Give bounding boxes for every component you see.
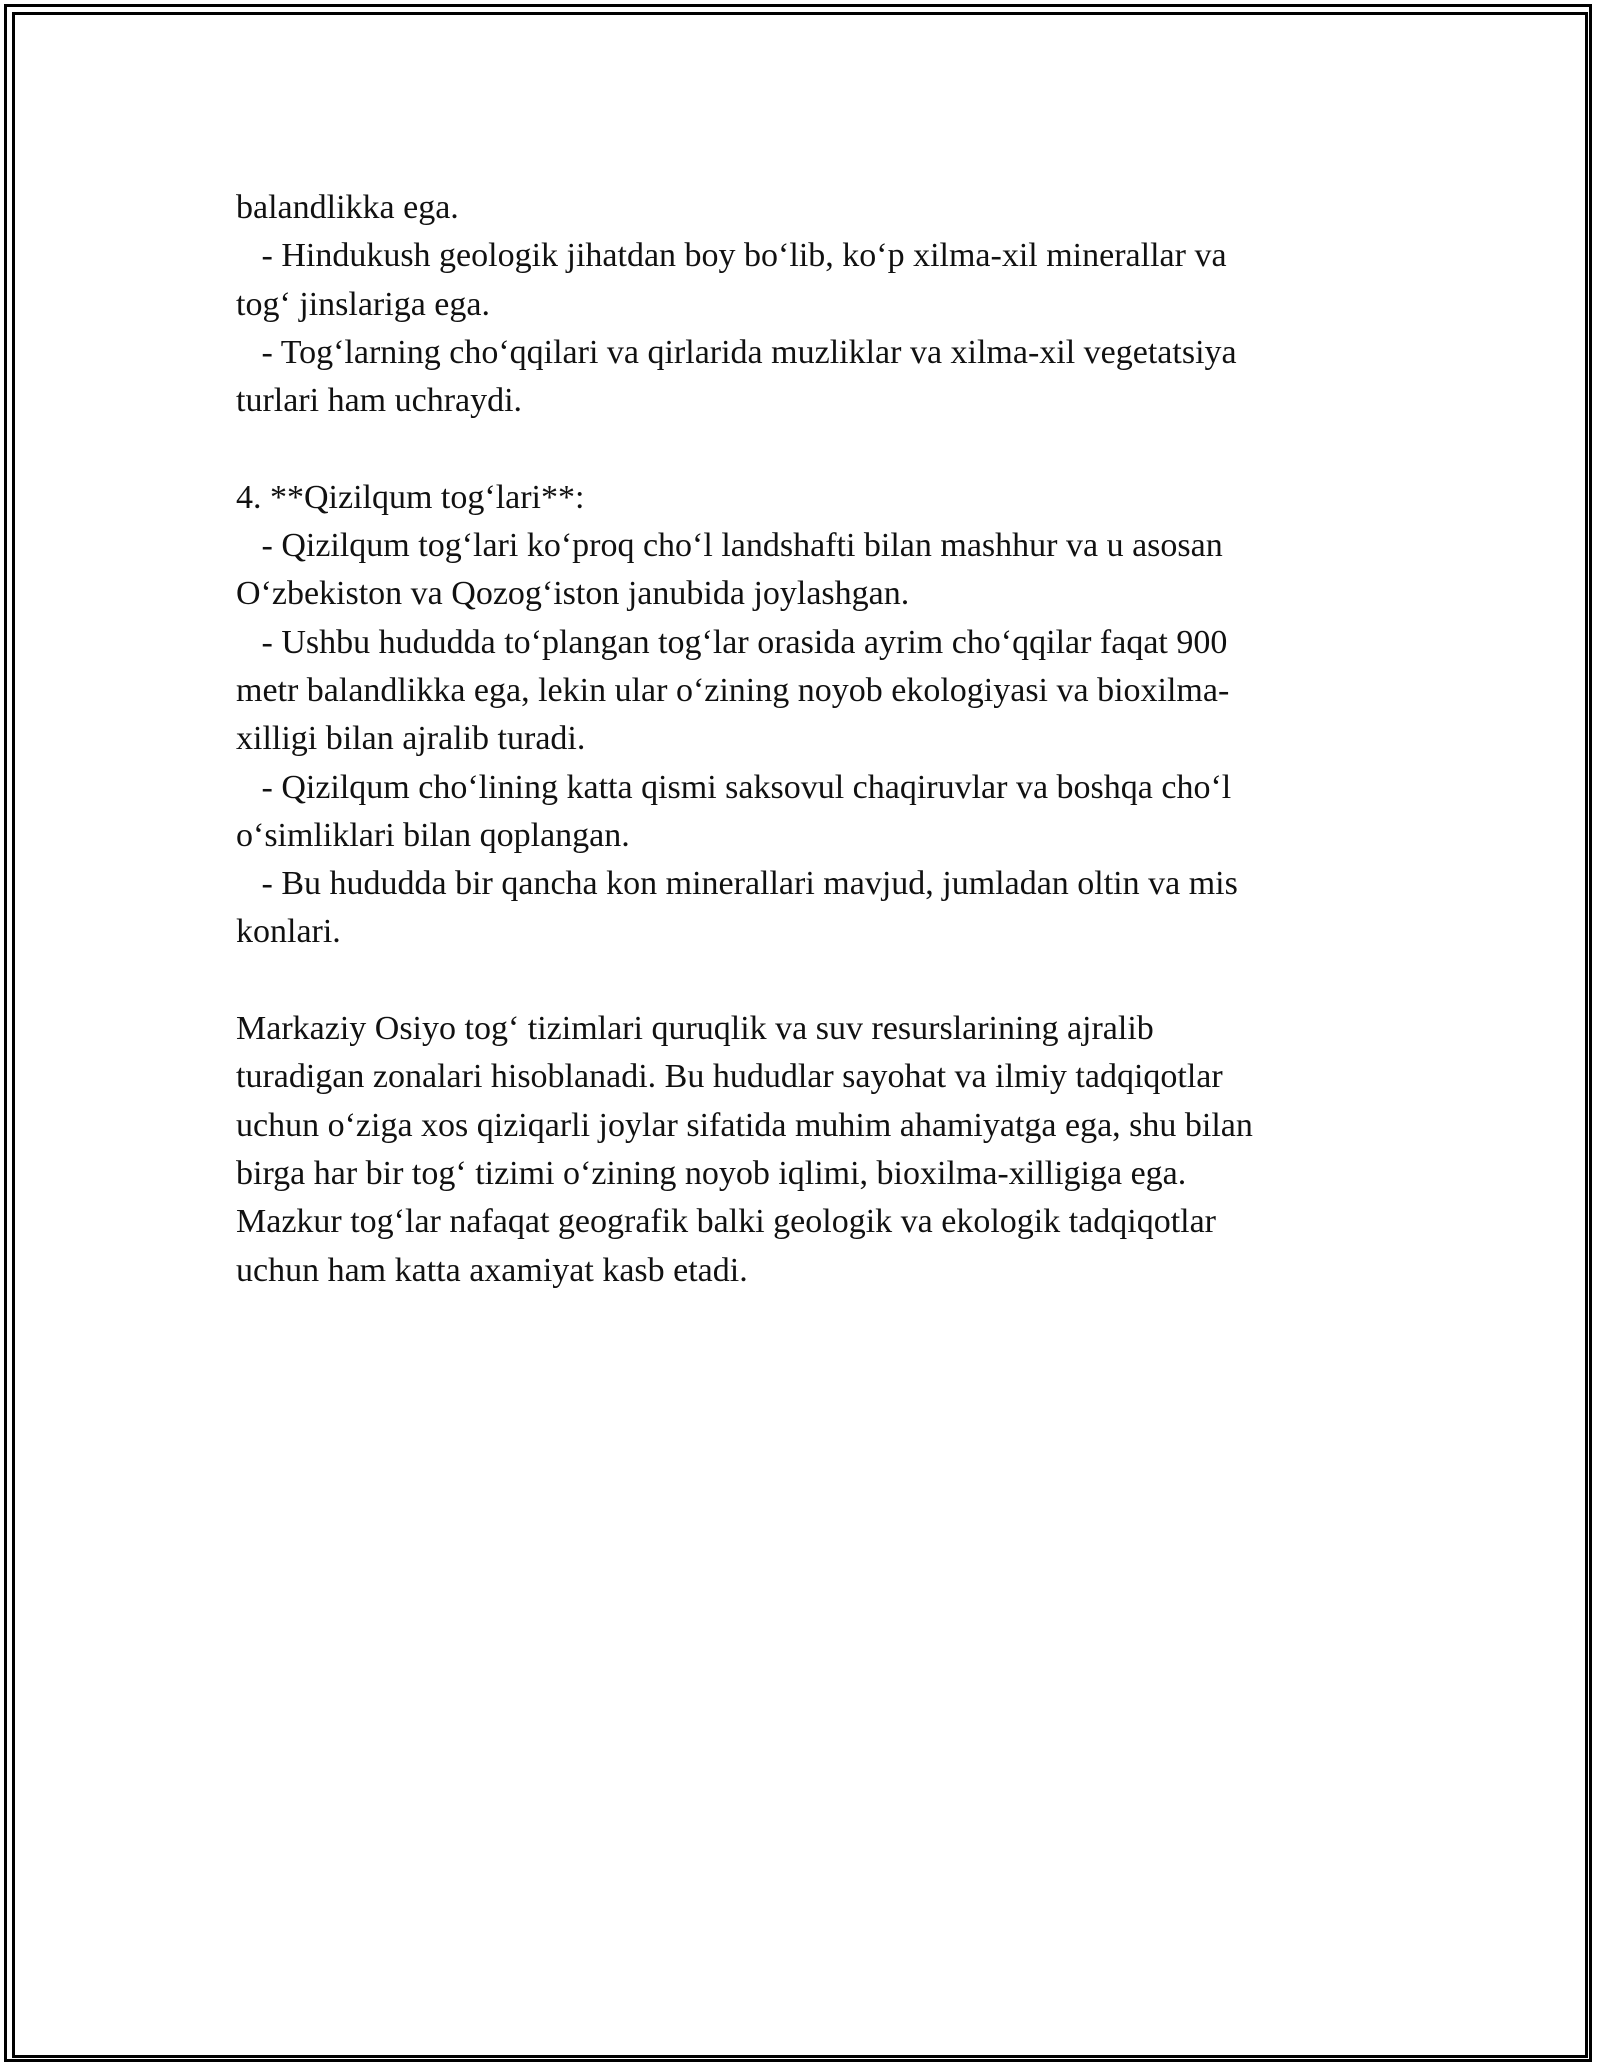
text-line: oʻsimliklari bilan qoplangan. — [236, 816, 630, 854]
text-line: uchun ham katta axamiyat kasb etadi. — [236, 1251, 748, 1289]
text-line: uchun oʻziga xos qiziqarli joylar sifatida muhim ahamiyatga ega, shu bilan — [236, 1106, 1253, 1144]
text-line: - Hindukush geologik jihatdan boy boʻlib, koʻp xilma-xil minerallar va — [236, 237, 1227, 275]
text-line: - Ushbu hududda toʻplangan togʻlar orasida ayrim choʻqqilar faqat 900 — [236, 623, 1228, 661]
text-line: metr balandlikka ega, lekin ular oʻzining noyob ekologiyasi va bioxilma- — [236, 671, 1230, 709]
text-line: turlari ham uchraydi. — [236, 382, 523, 420]
text-line: Markaziy Osiyo togʻ tizimlari quruqlik va suv resurslarining ajralib — [236, 1010, 1154, 1048]
text-line: xilligi bilan ajralib turadi. — [236, 720, 586, 758]
blank-line — [236, 425, 1356, 473]
text-line: Mazkur togʻlar nafaqat geografik balki geologik va ekologik tadqiqotlar — [236, 1203, 1217, 1241]
text-line: togʻ jinslariga ega. — [236, 285, 490, 323]
text-line: - Togʻlarning choʻqqilari va qirlarida muzliklar va xilma-xil vegetatsiya — [236, 333, 1237, 371]
text-line: konlari. — [236, 913, 341, 951]
text-line: birga har bir togʻ tizimi oʻzining noyob iqlimi, bioxilma-xilligiga ega. — [236, 1154, 1187, 1192]
section-heading: 4. **Qizilqum togʻlari**: — [236, 478, 585, 516]
text-line: balandlikka ega. — [236, 189, 459, 226]
blank-line — [236, 957, 1356, 1005]
text-line: - Qizilqum choʻlining katta qismi saksovul chaqiruvlar va boshqa choʻl — [236, 768, 1232, 806]
document-body — [236, 184, 1356, 1295]
text-line: turadigan zonalari hisoblanadi. Bu hududlar sayohat va ilmiy tadqiqotlar — [236, 1058, 1223, 1096]
text-line: - Bu hududda bir qancha kon minerallari mavjud, jumladan oltin va mis — [236, 865, 1238, 903]
text-line: Oʻzbekiston va Qozogʻiston janubida joylashgan. — [236, 575, 910, 613]
text-line: - Qizilqum togʻlari koʻproq choʻl landshafti bilan mashhur va u asosan — [236, 527, 1223, 565]
